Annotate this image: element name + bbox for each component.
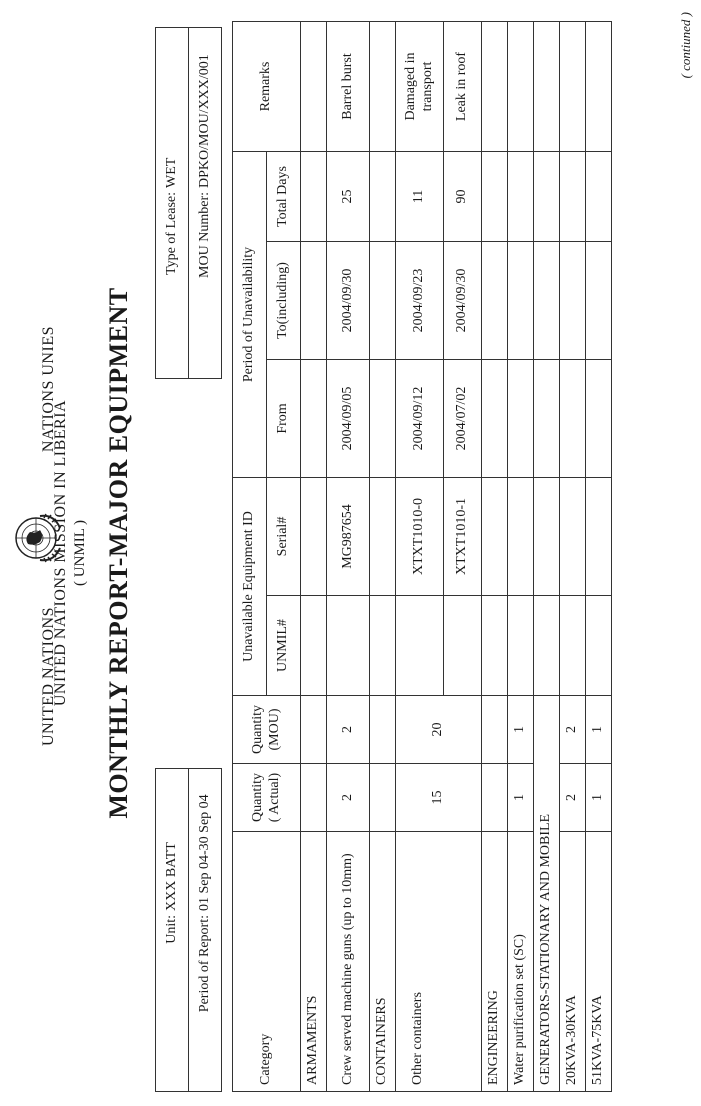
lease-label: Type of Lease: xyxy=(156,190,189,379)
col-to: To(including) xyxy=(267,242,301,360)
unit-info-table xyxy=(155,768,222,1092)
continued-note: ( contiuned ) xyxy=(678,12,693,79)
mission-name: UNITED NATIONS MISSION IN LIBERIA xyxy=(52,399,69,707)
section-row: CONTAINERS xyxy=(370,22,396,1092)
unit-value: XXX BATT xyxy=(156,769,189,914)
lease-info-table xyxy=(155,27,222,379)
mou-value: DPKO/MOU/XXX/001 xyxy=(189,28,222,191)
equipment-table xyxy=(232,21,612,1092)
mission-acronym: ( UNMIL ) xyxy=(72,519,88,587)
org-name-fr: NATIONS UNIES xyxy=(40,326,57,453)
table-row: 20KVA-30KVA 2 2 xyxy=(560,22,586,1092)
col-category: Category xyxy=(233,832,301,1092)
table-row: Crew served machine guns (up to 10mm) 2 2 MG987654 2004/09/05 2004/09/30 25 Barrel burst xyxy=(327,22,370,1092)
period-value: 01 Sep 04-30 Sep 04 xyxy=(189,769,222,914)
section-row: ENGINEERING xyxy=(482,22,508,1092)
lease-value: WET xyxy=(156,28,189,191)
period-label: Period of Report: xyxy=(189,913,222,1092)
col-period: Period of Unavailability xyxy=(233,152,267,478)
table-row: 51KVA-75KVA 1 1 xyxy=(586,22,612,1092)
mou-label: MOU Number: xyxy=(189,190,222,379)
col-qty-actual: Quantity ( Actual) xyxy=(233,764,301,832)
section-row: ARMAMENTS xyxy=(301,22,327,1092)
col-unmil: UNMIL# xyxy=(267,596,301,696)
org-name-en: UNITED NATIONS xyxy=(40,607,57,746)
col-remarks: Remarks xyxy=(233,22,301,152)
col-serial: Serial# xyxy=(267,478,301,596)
col-qty-mou: Quantity (MOU) xyxy=(233,696,301,764)
col-total-days: Total Days xyxy=(267,152,301,242)
table-row: Water purification set (SC) 1 1 xyxy=(508,22,534,1092)
col-unavailable-id: Unavailable Equipment ID xyxy=(233,478,267,696)
table-row: Other containers 15 20 XTXT1010-0 2004/09/12 2004/09/23 11 Damaged in transport xyxy=(396,22,444,1092)
section-row: GENERATORS-STATIONARY AND MOBILE xyxy=(534,22,560,1092)
unit-label: Unit: xyxy=(156,913,189,1092)
col-from: From xyxy=(267,360,301,478)
page-title: MONTHLY REPORT-MAJOR EQUIPMENT xyxy=(104,287,133,819)
table-row: XTXT1010-1 2004/07/02 2004/09/30 90 Leak in roof xyxy=(444,22,482,1092)
